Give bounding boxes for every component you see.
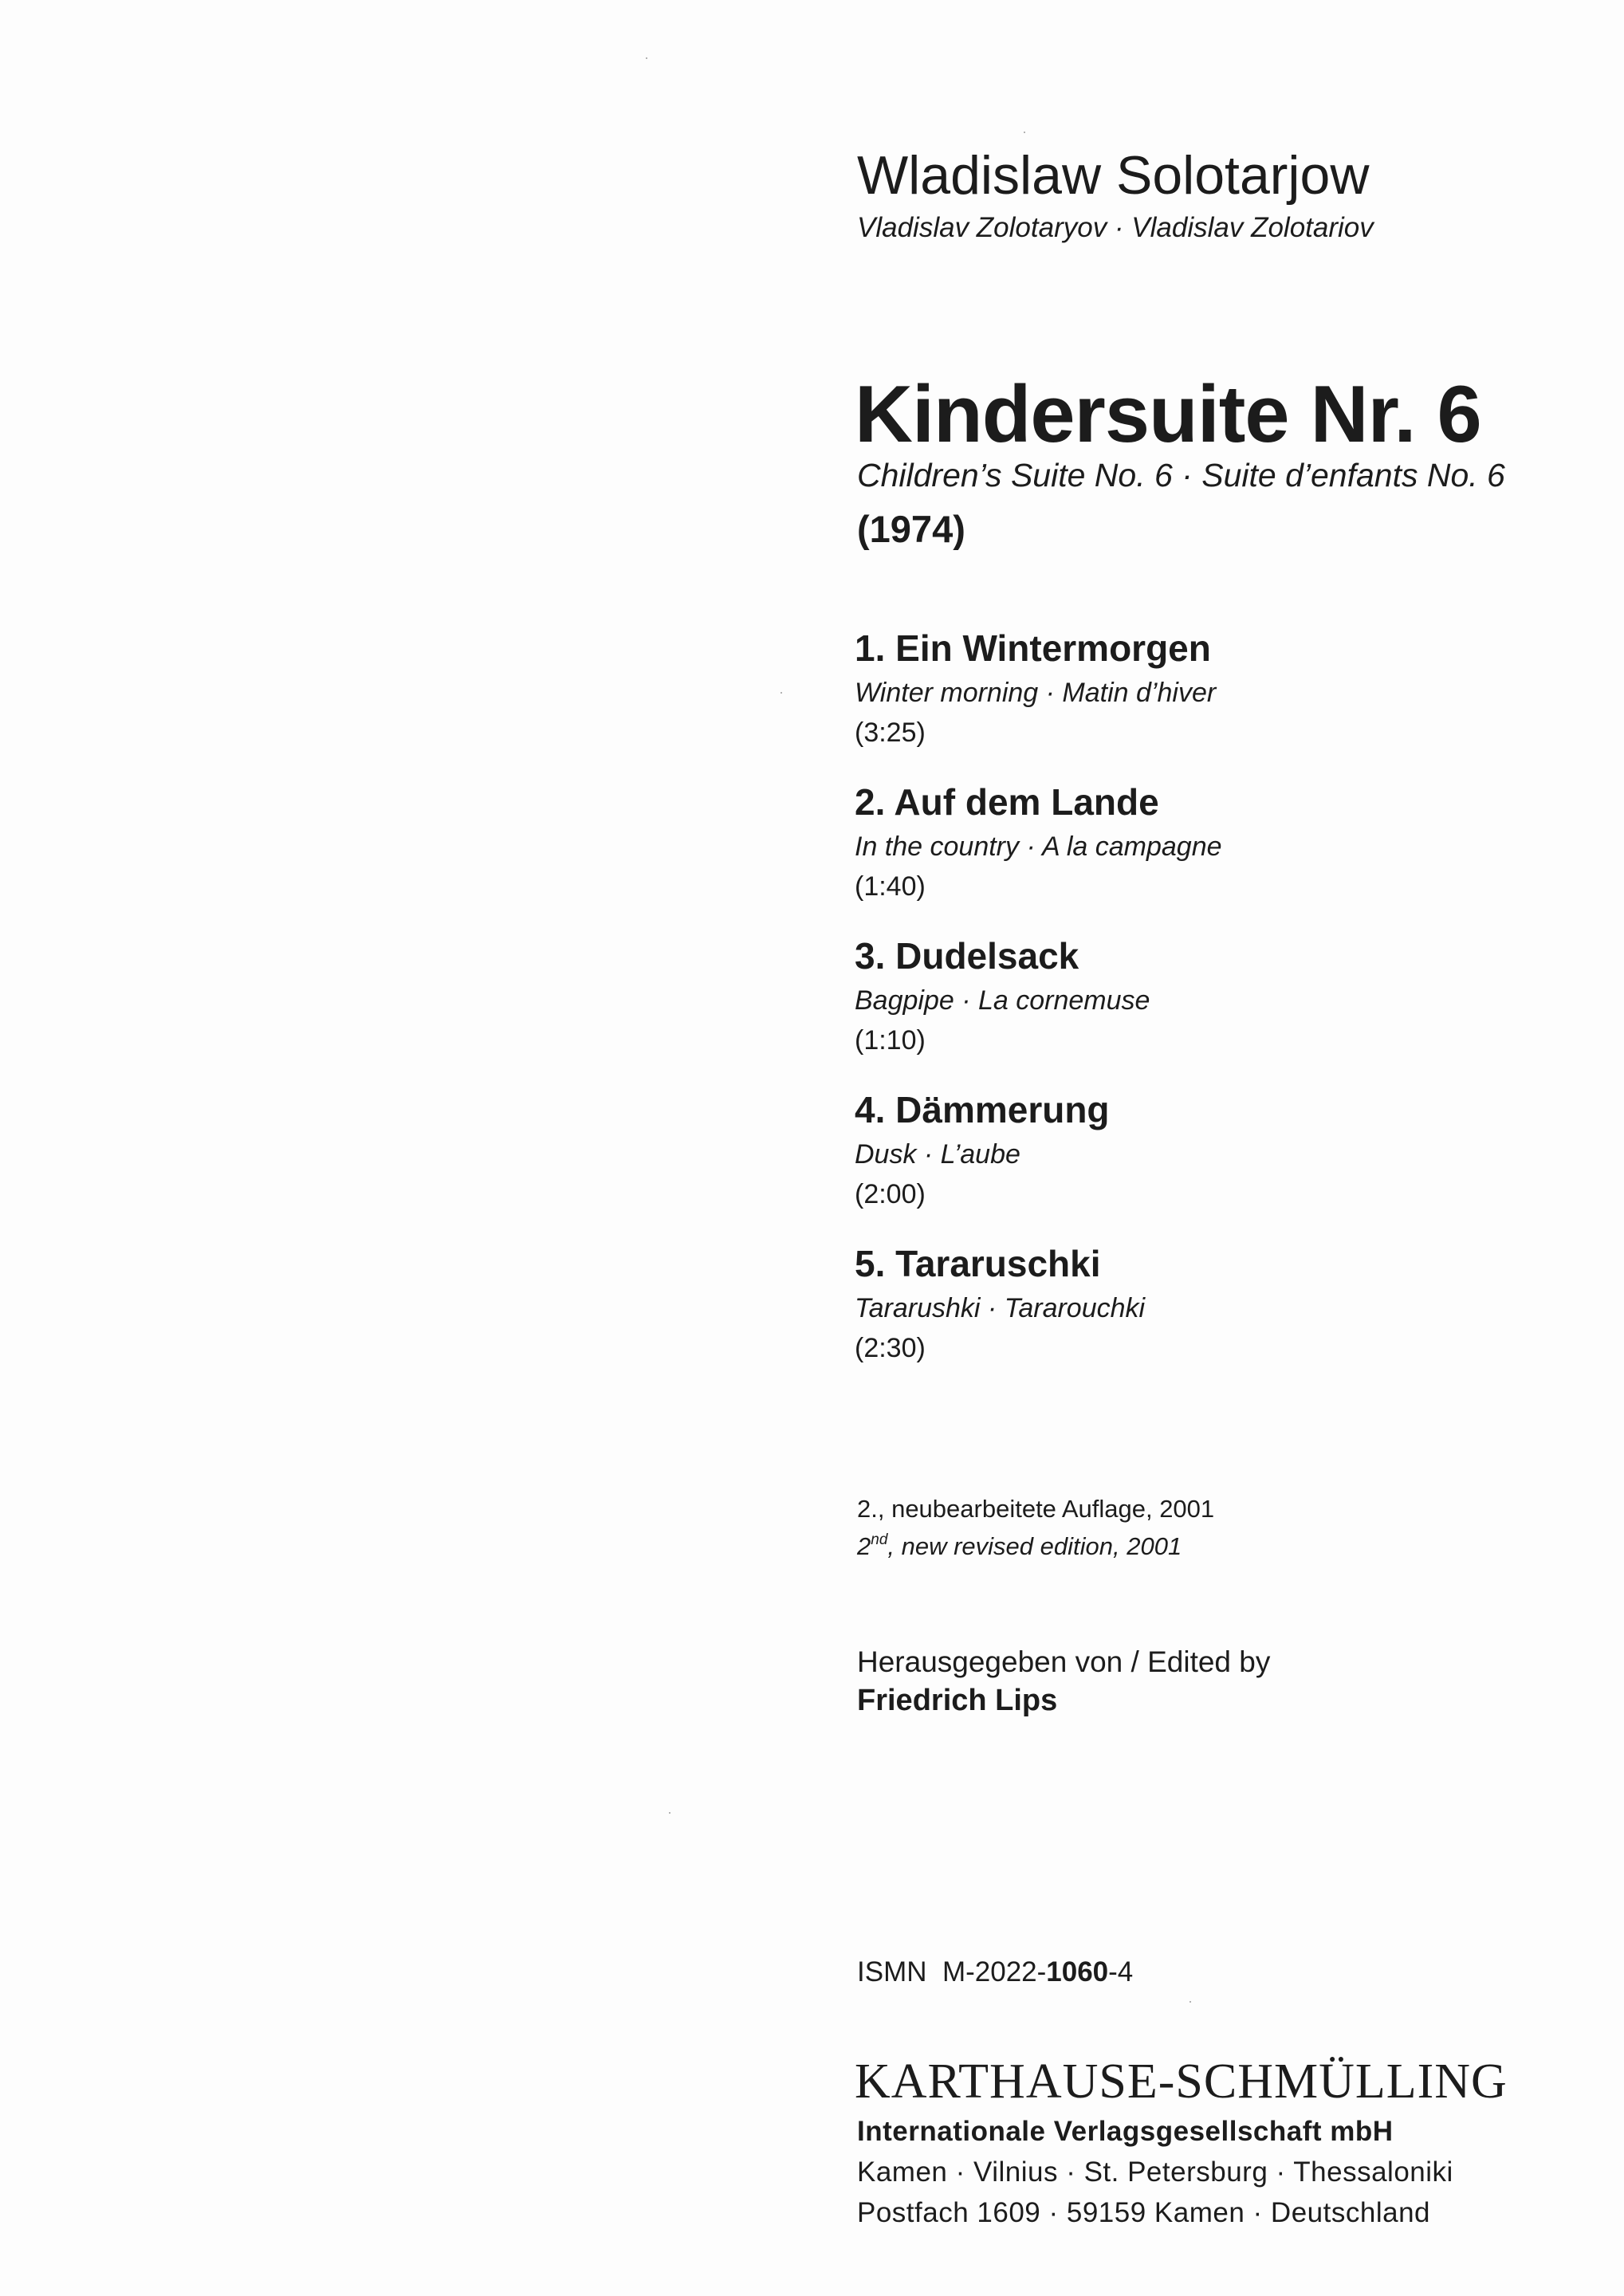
ismn-check-digit: -4 — [1108, 1956, 1134, 1987]
movement-duration: (2:00) — [855, 1179, 926, 1209]
composer-alternate-spellings: Vladislav Zolotaryov · Vladislav Zolotariov — [857, 212, 1374, 243]
edition-english-ordinal-suffix: nd — [871, 1531, 888, 1548]
scan-speck — [1024, 132, 1025, 133]
movement-title: 4. Dämmerung — [855, 1089, 1110, 1130]
ismn-item-number: 1060 — [1046, 1956, 1109, 1987]
movement-duration: (1:10) — [855, 1025, 926, 1056]
scan-speck — [1189, 2001, 1191, 2003]
scan-speck — [781, 692, 782, 694]
movement-1 — [855, 627, 1572, 748]
movement-5 — [855, 1245, 1572, 1362]
editor-name: Friedrich Lips — [857, 1684, 1058, 1717]
work-subtitle: Children’s Suite No. 6 · Suite d’enfants No. 6 — [857, 457, 1505, 493]
movement-title: 5. Tararuschki — [855, 1243, 1101, 1284]
publisher-cities: Kamen · Vilnius · St. Petersburg · Thessaloniki — [857, 2156, 1453, 2188]
movement-duration: (3:25) — [855, 718, 926, 748]
movement-translation: Bagpipe · La cornemuse — [855, 985, 1150, 1016]
movement-2 — [855, 781, 1572, 902]
movement-translation: Winter morning · Matin d’hiver — [855, 678, 1217, 708]
movement-3 — [855, 935, 1572, 1056]
movement-title: 3. Dudelsack — [855, 935, 1079, 977]
movement-translation: Tararushki · Tararouchki — [855, 1293, 1146, 1323]
publisher-name: KARTHAUSE-SCHMÜLLING — [855, 2054, 1508, 2109]
scan-speck — [646, 57, 647, 59]
edition-english-number: 2 — [857, 1532, 871, 1560]
composer-name: Wladislaw Solotarjow — [857, 145, 1370, 206]
edition-english — [857, 1531, 1182, 1560]
movement-translation: Dusk · L’aube — [855, 1139, 1020, 1170]
movement-duration: (1:40) — [855, 871, 926, 902]
work-title: Kindersuite Nr. 6 — [855, 370, 1481, 459]
work-year: (1974) — [857, 508, 965, 550]
movement-duration: (2:30) — [855, 1333, 926, 1363]
publisher-address: Postfach 1609 · 59159 Kamen · Deutschland — [857, 2197, 1430, 2228]
publisher-subtitle: Internationale Verlagsgesellschaft mbH — [857, 2116, 1394, 2147]
movement-4 — [855, 1091, 1572, 1208]
scan-speck — [669, 1812, 670, 1814]
movement-title: 2. Auf dem Lande — [855, 781, 1159, 823]
edition-german: 2., neubearbeitete Auflage, 2001 — [857, 1495, 1215, 1523]
movement-title: 1. Ein Wintermorgen — [855, 627, 1211, 669]
editor-label: Herausgegeben von / Edited by — [857, 1645, 1271, 1678]
edition-english-text: , new revised edition, 2001 — [887, 1532, 1182, 1560]
movement-translation: In the country · A la campagne — [855, 832, 1222, 862]
ismn-prefix: ISMN M-2022- — [857, 1956, 1047, 1987]
ismn-number — [857, 1958, 1133, 1986]
